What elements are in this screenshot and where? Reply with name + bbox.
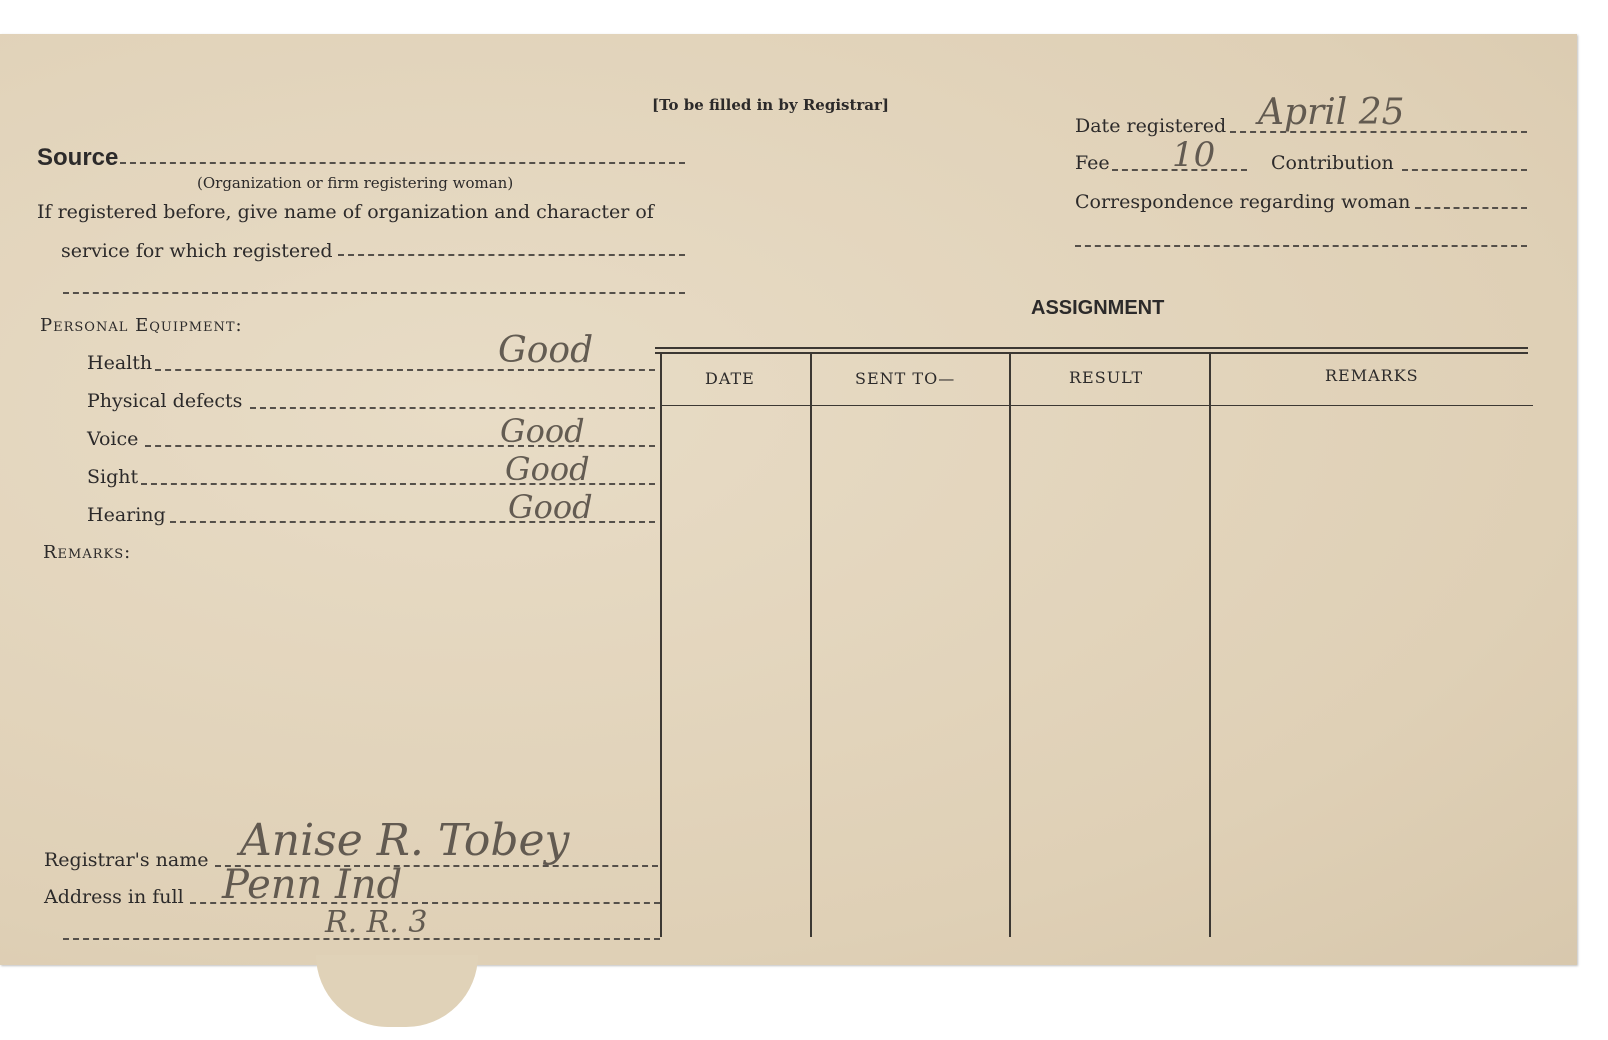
table-top-rule-2 <box>655 352 1528 354</box>
column-header-date: DATE <box>705 369 755 388</box>
source-caption: (Organization or firm registering woman) <box>197 174 514 192</box>
registrar-name-label: Registrar's name <box>44 849 209 871</box>
correspondence-line-extra <box>1075 245 1527 247</box>
correspondence-label: Correspondence regarding woman <box>1075 191 1411 213</box>
registrar-name-value: Anise R. Tobey <box>240 815 570 866</box>
physical-defects-line <box>250 407 655 409</box>
sight-value: Good <box>505 450 590 488</box>
table-col-line <box>1009 353 1011 937</box>
registered-before-line <box>338 254 685 256</box>
column-header-sent-to: SENT TO— <box>855 369 956 388</box>
table-col-line <box>810 353 812 937</box>
address-value-2: R. R. 3 <box>325 905 428 940</box>
date-registered-value: April 25 <box>1258 92 1405 133</box>
correspondence-line <box>1415 207 1527 209</box>
registered-before-line1: If registered before, give name of organization and character of <box>37 201 654 223</box>
table-header-rule <box>660 405 1533 406</box>
personal-equipment-heading: Personal Equipment: <box>40 315 243 336</box>
column-header-result: RESULT <box>1069 368 1144 387</box>
sight-label: Sight <box>87 466 139 488</box>
hearing-value: Good <box>508 488 593 526</box>
date-registered-label: Date registered <box>1075 115 1227 137</box>
health-value: Good <box>498 330 594 371</box>
registered-before-line-extra <box>63 292 685 294</box>
source-label: Source <box>37 144 119 171</box>
address-value: Penn Ind <box>222 862 403 908</box>
voice-value: Good <box>500 412 585 450</box>
fee-value: 10 <box>1172 135 1216 175</box>
column-header-remarks: REMARKS <box>1325 366 1419 385</box>
card-tab <box>316 955 478 1027</box>
table-col-line <box>1209 353 1211 937</box>
registrar-note: [To be filled in by Registrar] <box>652 96 890 114</box>
contribution-label: Contribution <box>1271 152 1394 174</box>
voice-label: Voice <box>87 428 139 450</box>
physical-defects-label: Physical defects <box>87 390 243 412</box>
table-col-line <box>660 353 662 937</box>
contribution-line <box>1402 169 1527 171</box>
remarks-heading: Remarks: <box>43 542 132 563</box>
assignment-title: ASSIGNMENT <box>1031 297 1165 319</box>
source-line <box>120 162 685 164</box>
table-top-rule <box>655 347 1528 349</box>
hearing-label: Hearing <box>87 504 166 526</box>
health-label: Health <box>87 352 153 374</box>
fee-label: Fee <box>1075 152 1110 174</box>
address-label: Address in full <box>44 886 184 908</box>
registered-before-line2: service for which registered <box>61 240 333 262</box>
